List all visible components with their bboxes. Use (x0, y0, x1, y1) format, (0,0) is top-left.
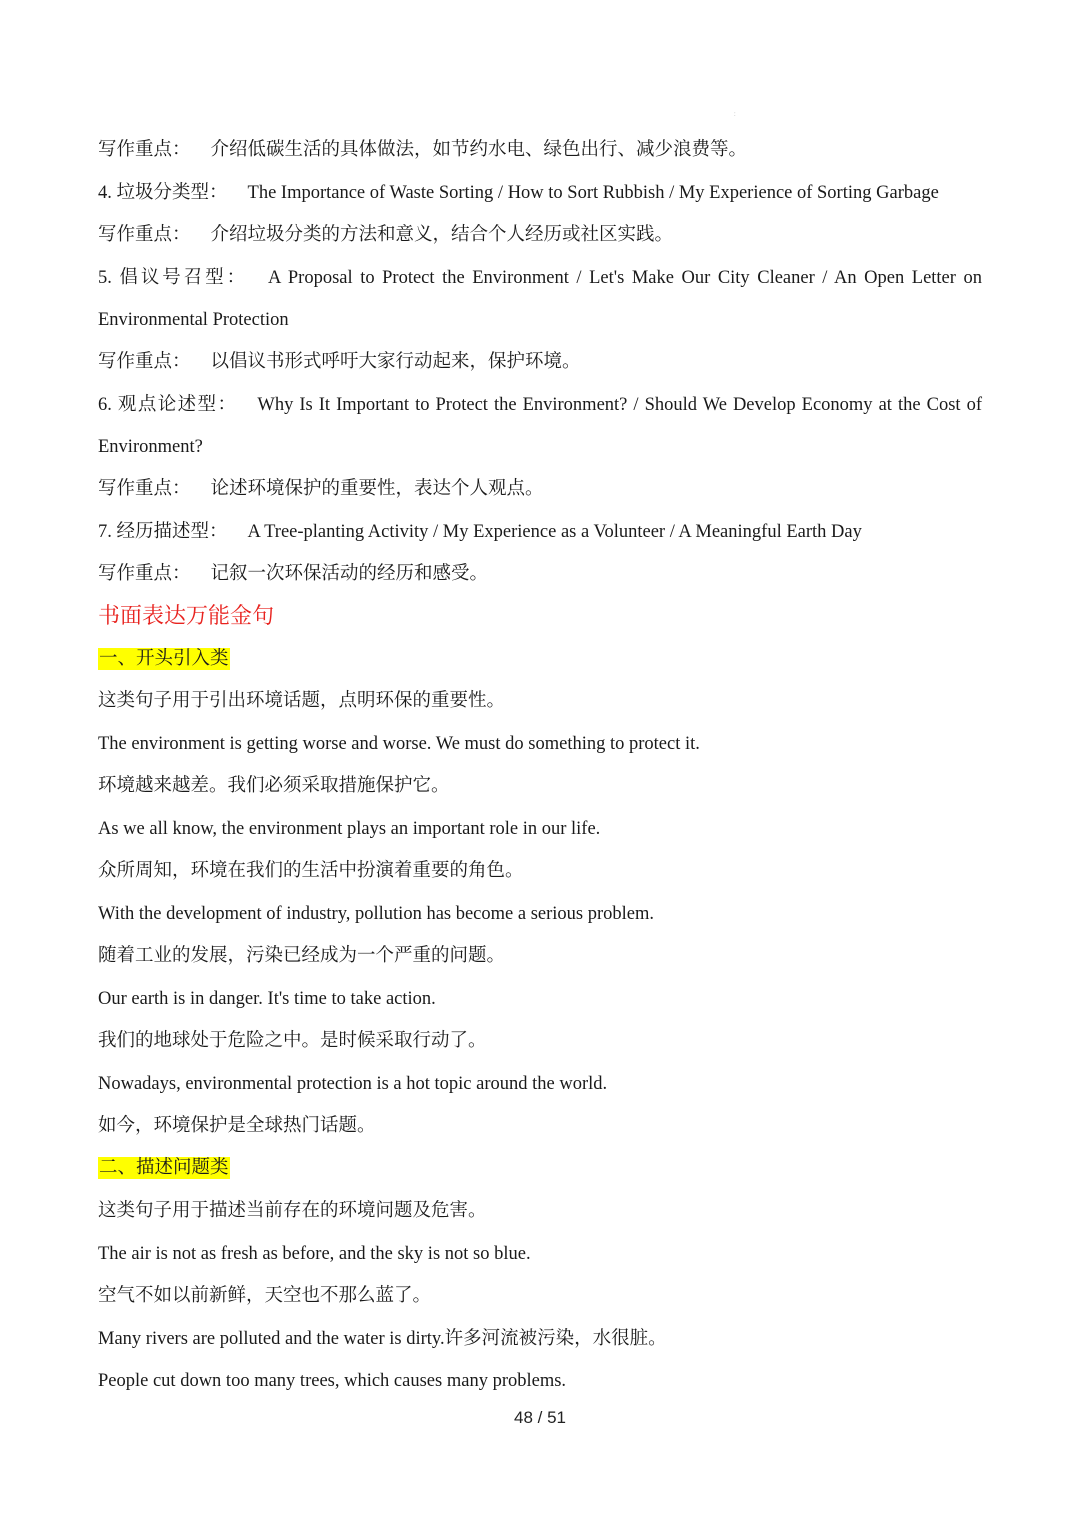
scan-mark: : (734, 112, 736, 118)
topic-type-waste-sorting (98, 180, 939, 206)
sentence-english: With the development of industry, pollution has become a serious problem. (98, 904, 655, 924)
part2-intro: 这类句子用于描述当前存在的环境问题及危害。 (98, 1201, 487, 1221)
topic-titles: A Tree-planting Activity / My Experience as a Volunteer / A Meaningful Earth Day (247, 522, 862, 542)
highlighted-heading: 一、开头引入类 (99, 649, 229, 669)
sentence-chinese: 如今，环境保护是全球热门话题。 (98, 1116, 376, 1136)
topic-titles: Why Is It Important to Protect the Environment? / Should We Develop Economy at the Cost of (257, 395, 982, 415)
sentence-chinese: 我们的地球处于危险之中。是时候采取行动了。 (98, 1031, 487, 1051)
writing-focus-line (98, 137, 747, 163)
sentence-chinese: 许多河流被污染，水很脏。 (444, 1329, 667, 1349)
topic-titles: The Importance of Waste Sorting / How to Sort Rubbish / My Experience of Sorting Garbage (247, 183, 939, 203)
sentence-english: Nowadays, environmental protection is a hot topic around the world. (98, 1074, 608, 1094)
writing-focus-text: 以倡议书形式呼吁大家行动起来，保护环境。 (210, 352, 581, 372)
writing-focus-label: 写作重点： (98, 479, 191, 499)
topic-type-experience (98, 519, 862, 545)
sentence-chinese: 随着工业的发展，污染已经成为一个严重的问题。 (98, 946, 506, 966)
writing-focus-label: 写作重点： (98, 564, 191, 584)
part2-heading (98, 1155, 230, 1181)
writing-focus-text: 介绍垃圾分类的方法和意义，结合个人经历或社区实践。 (210, 225, 674, 245)
writing-focus-text: 介绍低碳生活的具体做法，如节约水电、绿色出行、减少浪费等。 (210, 140, 748, 160)
topic-titles-continued: Environmental Protection (98, 310, 289, 330)
topic-type-label: 5. 倡议号召型： (98, 268, 248, 288)
sentence-english: Many rivers are polluted and the water is dirty. (98, 1329, 445, 1349)
sentence-pair (98, 1326, 667, 1352)
topic-type-label: 6. 观点论述型： (98, 395, 238, 415)
writing-focus-line (98, 222, 673, 248)
part1-heading (98, 646, 230, 672)
sentence-english: As we all know, the environment plays an important role in our life. (98, 819, 601, 839)
writing-focus-label: 写作重点： (98, 140, 191, 160)
writing-focus-line (98, 476, 544, 502)
writing-focus-label: 写作重点： (98, 225, 191, 245)
writing-focus-label: 写作重点： (98, 352, 191, 372)
sentence-english: People cut down too many trees, which causes many problems. (98, 1371, 567, 1391)
writing-focus-line (98, 349, 581, 375)
topic-type-label: 4. 垃圾分类型： (98, 183, 228, 203)
topic-type-label: 7. 经历描述型： (98, 522, 228, 542)
writing-focus-text: 论述环境保护的重要性，表达个人观点。 (210, 479, 544, 499)
sentence-english: The air is not as fresh as before, and the sky is not so blue. (98, 1244, 531, 1264)
topic-type-opinion (98, 392, 982, 418)
sentence-english: Our earth is in danger. It's time to take action. (98, 989, 436, 1009)
sentence-english: The environment is getting worse and worse. We must do something to protect it. (98, 734, 700, 754)
writing-focus-line (98, 561, 488, 587)
writing-focus-text: 记叙一次环保活动的经历和感受。 (210, 564, 489, 584)
part1-intro: 这类句子用于引出环境话题，点明环保的重要性。 (98, 691, 506, 711)
sentence-chinese: 环境越来越差。我们必须采取措施保护它。 (98, 776, 450, 796)
topic-titles: A Proposal to Protect the Environment / Let's Make Our City Cleaner / An Open Letter on (268, 268, 982, 288)
topic-titles-continued: Environment? (98, 437, 203, 457)
section-title: 书面表达万能金句 (98, 603, 275, 628)
highlighted-heading: 二、描述问题类 (99, 1158, 229, 1178)
page-number: 48 / 51 (514, 1408, 566, 1427)
sentence-chinese: 众所周知，环境在我们的生活中扮演着重要的角色。 (98, 861, 524, 881)
sentence-chinese: 空气不如以前新鲜，天空也不那么蓝了。 (98, 1286, 432, 1306)
topic-type-proposal (98, 265, 982, 291)
